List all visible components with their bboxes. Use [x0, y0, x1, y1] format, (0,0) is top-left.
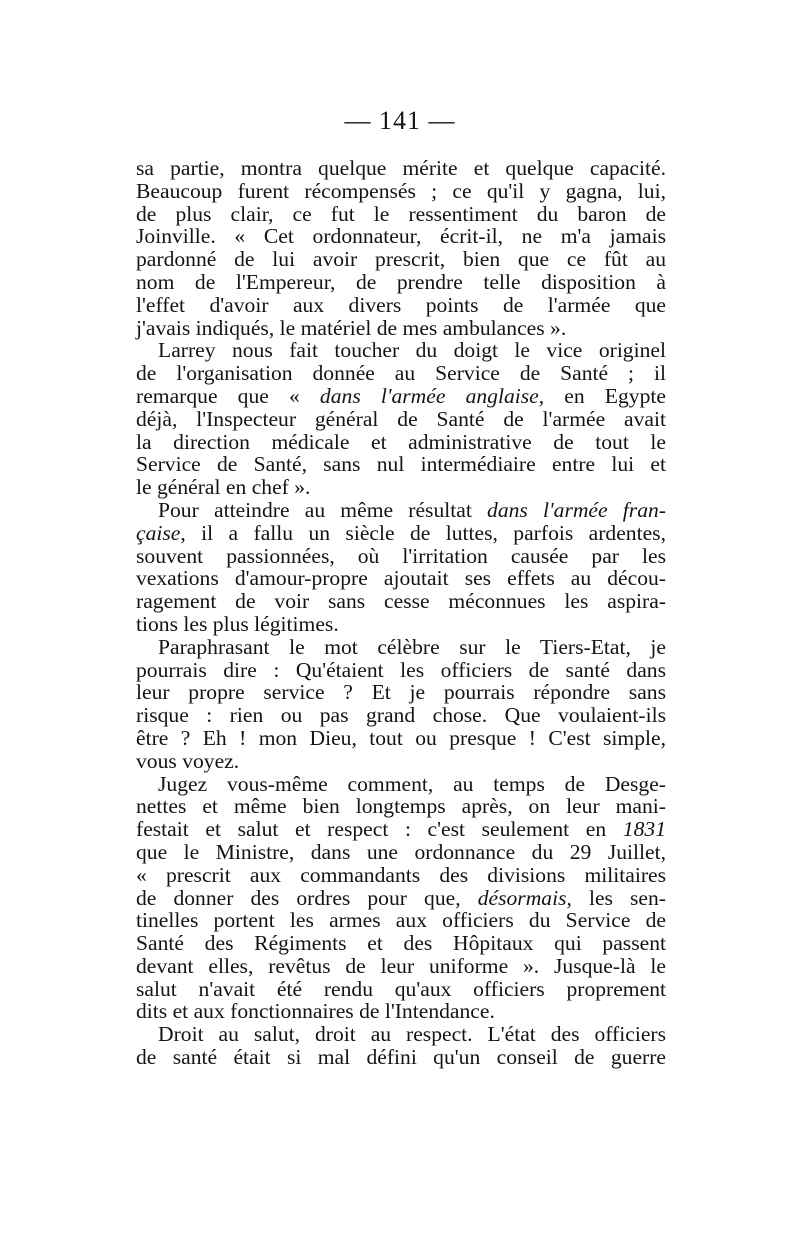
text-run: Pour atteindre au même résultat: [158, 497, 488, 522]
text-line: [136, 932, 666, 955]
text-run: nettes et même bien longtemps après, on leur mani-: [136, 794, 666, 819]
text-run: Joinville. « Cet ordonnateur, écrit-il, ne m'a jamais: [136, 224, 666, 249]
text-line: [136, 1046, 666, 1069]
text-run: de santé était si mal défini qu'un conseil de guerre: [136, 1045, 666, 1070]
text-line: [136, 522, 666, 545]
text-line: [136, 248, 666, 271]
text-run: dits et aux fonctionnaires de l'Intendance.: [136, 999, 495, 1024]
text-run: vexations d'amour-propre ajoutait ses effets au décou-: [136, 566, 666, 591]
text-line: [136, 795, 666, 818]
paragraph: [136, 157, 666, 339]
page-number: — 141 —: [344, 106, 456, 135]
text-run: l'effet d'avoir aux divers points de l'armée que: [136, 292, 666, 317]
text-run: Jugez vous-même comment, au temps de Desge-: [158, 771, 666, 796]
text-line: [136, 339, 666, 362]
text-line: [136, 431, 666, 454]
text-line: [136, 545, 666, 568]
italic-text: 1831: [622, 817, 666, 842]
body-text: [136, 157, 666, 1069]
text-run: souvent passionnées, où l'irritation causée par les: [136, 543, 666, 568]
text-line: [136, 408, 666, 431]
text-line: [136, 864, 666, 887]
paragraph: [136, 339, 666, 499]
text-run: Beaucoup furent récompensés ; ce qu'il y gagna, lui,: [136, 178, 666, 203]
text-run: risque : rien ou pas grand chose. Que voulaient-ils: [136, 703, 666, 728]
text-run: remarque que «: [136, 383, 320, 408]
text-line: [136, 271, 666, 294]
text-line: [136, 453, 666, 476]
text-run: j'avais indiqués, le matériel de mes ambulances ».: [136, 315, 567, 340]
text-line: [136, 225, 666, 248]
paragraph: [136, 773, 666, 1024]
text-run: vous voyez.: [136, 748, 240, 773]
text-run: Droit au salut, droit au respect. L'état des officiers: [158, 1022, 666, 1047]
text-line: [136, 750, 666, 773]
text-run: , les sen-: [566, 885, 666, 910]
text-run: Paraphrasant le mot célèbre sur le Tiers-Etat, je: [158, 634, 666, 659]
text-run: « prescrit aux commandants des divisions militaires: [136, 862, 666, 887]
paragraph: [136, 1023, 666, 1069]
text-line: [136, 362, 666, 385]
text-line: [136, 476, 666, 499]
text-run: ragement de voir sans cesse méconnues les aspira-: [136, 589, 666, 614]
text-run: la direction médicale et administrative de tout le: [136, 429, 666, 454]
text-run: pourrais dire : Qu'étaient les officiers de santé dans: [136, 657, 666, 682]
text-run: , il a fallu un siècle de luttes, parfois ardentes,: [180, 520, 666, 545]
text-run: Larrey nous fait toucher du doigt le vice originel: [158, 338, 666, 363]
paragraph: [136, 499, 666, 636]
text-run: tions les plus légitimes.: [136, 611, 339, 636]
text-run: pardonné de lui avoir prescrit, bien que ce fût au: [136, 247, 666, 272]
text-run: Santé des Régiments et des Hôpitaux qui passent: [136, 931, 666, 956]
text-run: sa partie, montra quelque mérite et quelque capacité.: [136, 156, 666, 180]
text-run: de plus clair, ce fut le ressentiment du baron de: [136, 201, 666, 226]
text-line: [136, 567, 666, 590]
text-run: salut n'avait été rendu qu'aux officiers proprement: [136, 976, 666, 1001]
text-line: [136, 727, 666, 750]
text-run: de l'organisation donnée au Service de Santé ; il: [136, 361, 666, 386]
text-line: [136, 613, 666, 636]
text-run: nom de l'Empereur, de prendre telle disposition à: [136, 269, 666, 294]
text-line: [136, 294, 666, 317]
text-run: le général en chef ».: [136, 475, 311, 500]
text-line: [136, 317, 666, 340]
text-line: [136, 157, 666, 180]
text-line: [136, 841, 666, 864]
text-line: [136, 818, 666, 841]
text-line: [136, 1000, 666, 1023]
text-line: [136, 499, 666, 522]
text-line: [136, 955, 666, 978]
text-line: [136, 180, 666, 203]
text-line: [136, 773, 666, 796]
text-run: de donner des ordres pour que,: [136, 885, 478, 910]
text-run: leur propre service ? Et je pourrais répondre sans: [136, 680, 666, 705]
text-line: [136, 590, 666, 613]
text-run: , en Egypte: [538, 383, 666, 408]
text-line: [136, 1023, 666, 1046]
text-run: devant elles, revêtus de leur uniforme ». Jusque-là le: [136, 953, 666, 978]
italic-text: dans l'armée fran-: [487, 497, 666, 522]
text-line: [136, 636, 666, 659]
paragraph: [136, 636, 666, 773]
text-run: Service de Santé, sans nul intermédiaire entre lui et: [136, 452, 666, 477]
text-line: [136, 385, 666, 408]
italic-text: désormais: [477, 885, 567, 910]
text-line: [136, 887, 666, 910]
text-line: [136, 203, 666, 226]
text-run: tinelles portent les armes aux officiers du Service de: [136, 908, 666, 933]
text-run: festait et salut et respect : c'est seulement en: [136, 817, 623, 842]
text-line: [136, 978, 666, 1001]
text-line: [136, 909, 666, 932]
text-run: déjà, l'Inspecteur général de Santé de l'armée avait: [136, 406, 666, 431]
text-line: [136, 681, 666, 704]
text-run: que le Ministre, dans une ordonnance du 29 Juillet,: [136, 839, 666, 864]
italic-text: dans l'armée anglaise: [319, 383, 539, 408]
text-run: être ? Eh ! mon Dieu, tout ou presque ! C'est simple,: [136, 725, 666, 750]
text-line: [136, 659, 666, 682]
italic-text: çaise: [136, 520, 181, 545]
text-line: [136, 704, 666, 727]
